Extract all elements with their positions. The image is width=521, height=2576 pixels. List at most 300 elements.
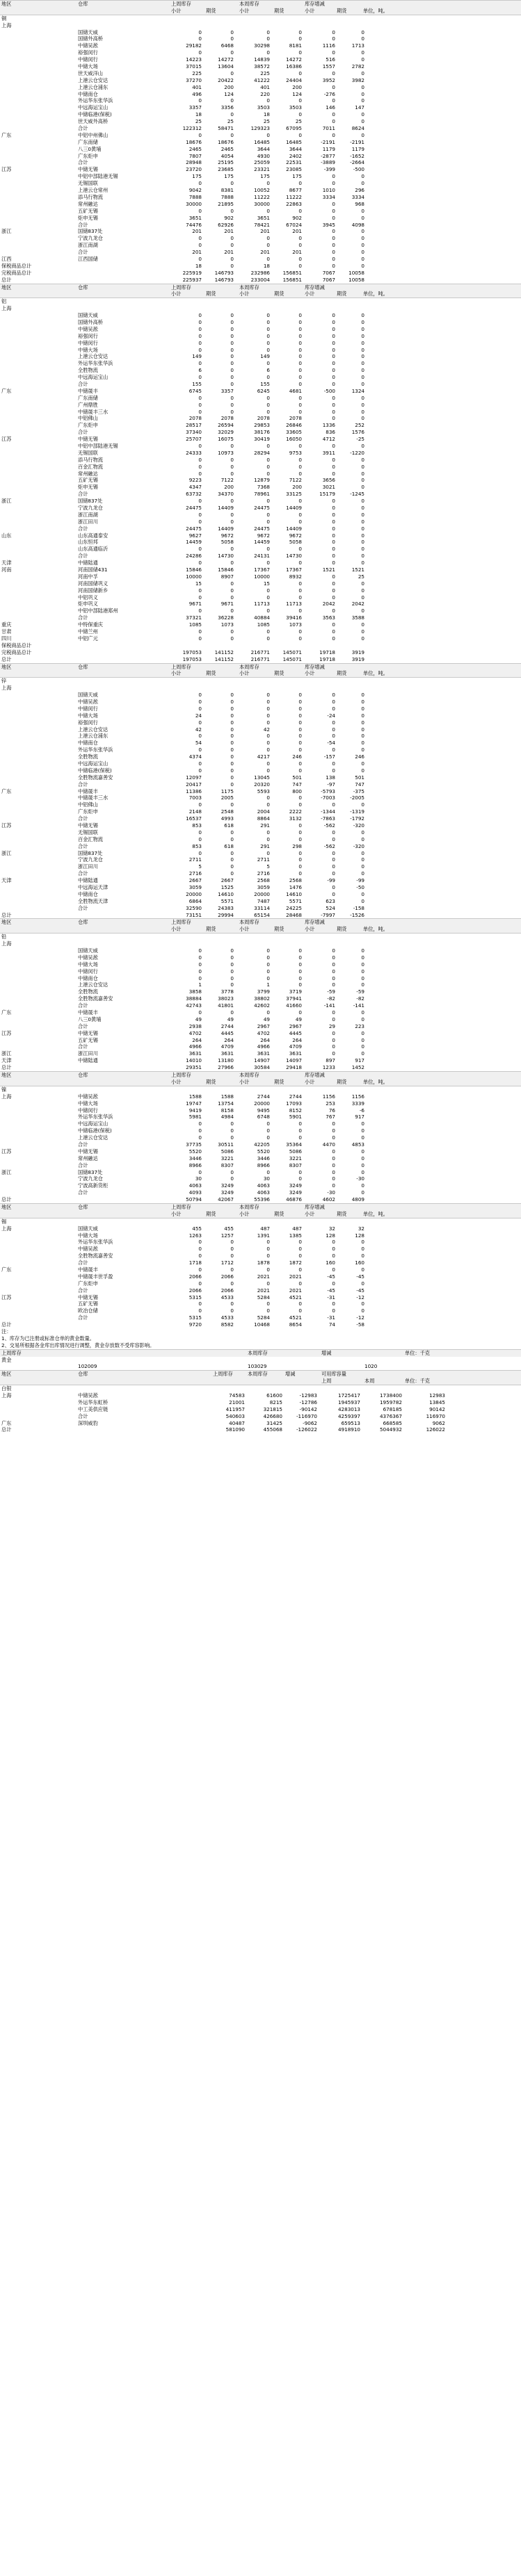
- value-cell: 37015: [186, 63, 202, 70]
- value-cell: 138: [326, 774, 335, 781]
- table-row: [0, 608, 521, 614]
- value-cell: 200: [224, 484, 234, 491]
- value-cell: 0: [230, 325, 234, 332]
- value-cell: 3651: [189, 214, 202, 221]
- warehouse-cell: 合计: [78, 1022, 88, 1029]
- value-cell: 4374: [189, 753, 202, 760]
- value-cell: 0: [266, 760, 270, 767]
- value-cell: -157: [323, 753, 335, 760]
- value-cell: 0: [230, 207, 234, 214]
- value-cell: 0: [361, 1134, 364, 1141]
- value-cell: 0: [230, 587, 234, 594]
- value-cell: 0: [298, 767, 302, 774]
- value-cell: 4521: [289, 1294, 302, 1301]
- region-cell: 总计: [1, 911, 12, 918]
- gold-this-header: 本周库存: [248, 1349, 268, 1356]
- value-cell: 0: [198, 49, 202, 56]
- value-cell: 31425: [266, 1419, 282, 1426]
- value-cell: 23321: [254, 166, 270, 173]
- value-cell: 0: [361, 608, 364, 614]
- value-cell: 253: [326, 1100, 335, 1107]
- header-capacity: 可用库容量: [321, 1371, 346, 1378]
- warehouse-cell: 合计: [78, 429, 88, 436]
- value-cell: 252: [355, 422, 364, 429]
- value-cell: 2744: [289, 1093, 302, 1100]
- value-cell: 14730: [218, 553, 234, 560]
- header-change: 库存增减: [305, 663, 325, 670]
- value-cell: 0: [198, 747, 202, 753]
- value-cell: 14409: [218, 525, 234, 532]
- value-cell: 0: [332, 173, 335, 180]
- value-cell: 0: [298, 325, 302, 332]
- value-cell: 30: [195, 1175, 202, 1182]
- value-cell: 0: [266, 49, 270, 56]
- value-cell: 30000: [254, 200, 270, 207]
- value-cell: 16485: [286, 138, 302, 145]
- value-cell: 0: [298, 1009, 302, 1016]
- value-cell: 0: [361, 539, 364, 546]
- value-cell: 74476: [186, 221, 202, 228]
- value-cell: 0: [230, 332, 234, 339]
- table-row: [0, 621, 521, 628]
- value-cell: 220: [260, 90, 270, 97]
- warehouse-cell: 中储无锡: [78, 1294, 98, 1301]
- value-cell: 25707: [186, 436, 202, 443]
- value-cell: 0: [332, 367, 335, 374]
- value-cell: 29853: [254, 422, 270, 429]
- value-cell: -2664: [350, 159, 364, 166]
- header-futures: 期货: [274, 1210, 284, 1217]
- value-cell: 0: [298, 719, 302, 726]
- value-cell: 223: [355, 1022, 364, 1029]
- value-cell: 0: [266, 829, 270, 835]
- value-cell: 201: [192, 228, 202, 235]
- value-cell: 0: [298, 380, 302, 387]
- warehouse-cell: 全胜物流嘉善安: [78, 995, 113, 1002]
- metal-name: 铅: [1, 934, 7, 940]
- value-cell: 20422: [218, 76, 234, 83]
- header-subtotal: 小计: [239, 926, 250, 933]
- value-cell: 0: [230, 401, 234, 408]
- table-row: [0, 981, 521, 988]
- value-cell: 225: [192, 70, 202, 76]
- region-cell: 河南: [1, 566, 12, 573]
- header-futures: 期货: [337, 7, 347, 14]
- warehouse-cell: 裕强闵行: [78, 49, 98, 56]
- value-cell: 4445: [221, 1029, 234, 1036]
- value-cell: 21001: [229, 1399, 245, 1405]
- value-cell: 0: [198, 628, 202, 635]
- value-cell: 411957: [225, 1405, 245, 1412]
- value-cell: 1588: [189, 1093, 202, 1100]
- header-unit: 单位，吨。: [363, 1078, 388, 1085]
- value-cell: 0: [332, 456, 335, 463]
- value-cell: 0: [266, 470, 270, 477]
- warehouse-cell: 深圳威豹: [78, 1419, 98, 1426]
- value-cell: 0: [361, 255, 364, 262]
- value-cell: 54: [195, 740, 202, 747]
- value-cell: 2568: [289, 877, 302, 884]
- value-cell: 0: [266, 767, 270, 774]
- region-cell: 上海: [1, 1093, 12, 1100]
- value-cell: 0: [230, 692, 234, 699]
- table-row: [0, 471, 521, 478]
- value-cell: 0: [198, 443, 202, 449]
- value-cell: 7368: [257, 484, 270, 491]
- value-cell: 32029: [218, 429, 234, 436]
- value-cell: 0: [298, 443, 302, 449]
- value-cell: 2465: [189, 145, 202, 152]
- value-cell: 3631: [257, 1050, 270, 1057]
- table-row: [0, 477, 521, 484]
- region-cell: 广东: [1, 1009, 12, 1016]
- table-row: [0, 84, 521, 91]
- value-cell: 90142: [429, 1405, 445, 1412]
- table-row: [0, 870, 521, 877]
- warehouse-cell: 中储大场: [78, 961, 98, 968]
- header-region: 地区: [1, 1203, 12, 1210]
- value-cell: 487: [260, 1225, 270, 1232]
- table-row: [0, 940, 521, 947]
- note-row: [0, 1335, 521, 1342]
- table-row: [0, 29, 521, 36]
- value-cell: 0: [361, 698, 364, 705]
- region-cell: 保税商品总计: [1, 642, 32, 649]
- warehouse-cell: 中储无锡: [78, 1148, 98, 1155]
- value-cell: 0: [298, 1134, 302, 1141]
- value-cell: 0: [230, 560, 234, 566]
- warehouse-cell: 百金汇物流: [78, 835, 103, 842]
- value-cell: 0: [230, 580, 234, 587]
- value-cell: 0: [266, 1253, 270, 1260]
- value-cell: 4681: [289, 387, 302, 394]
- header-cap-last: 上周: [321, 1378, 332, 1385]
- table-row: [0, 395, 521, 402]
- value-cell: 321815: [263, 1405, 282, 1412]
- value-cell: 46876: [286, 1196, 302, 1203]
- table-row: [0, 491, 521, 498]
- warehouse-cell: 添马行物流: [78, 456, 103, 463]
- value-cell: 0: [332, 863, 335, 870]
- value-cell: 0: [361, 1009, 364, 1016]
- header-subtotal: 小计: [239, 670, 250, 677]
- value-cell: 0: [230, 849, 234, 856]
- value-cell: 6748: [257, 1114, 270, 1120]
- value-cell: 0: [332, 255, 335, 262]
- value-cell: 0: [266, 747, 270, 753]
- value-cell: -141: [353, 1002, 364, 1009]
- value-cell: 0: [361, 353, 364, 360]
- value-cell: 455: [224, 1225, 234, 1232]
- value-cell: 0: [266, 242, 270, 249]
- value-cell: 0: [298, 235, 302, 242]
- value-cell: 0: [266, 339, 270, 346]
- value-cell: 0: [298, 28, 302, 35]
- value-cell: 1557: [322, 63, 335, 70]
- value-cell: 7067: [322, 269, 335, 276]
- value-cell: 0: [361, 981, 364, 988]
- value-cell: 0: [230, 760, 234, 767]
- value-cell: 0: [230, 360, 234, 367]
- value-cell: 156851: [282, 276, 302, 283]
- warehouse-cell: 中铝中部陆港郑州: [78, 608, 118, 614]
- region-cell: 完税商品总计: [1, 269, 32, 276]
- value-cell: 3563: [322, 614, 335, 621]
- warehouse-cell: 广东南储: [78, 394, 98, 401]
- header-subtotal: 小计: [305, 1078, 315, 1085]
- value-cell: 0: [332, 835, 335, 842]
- value-cell: -7003: [321, 794, 335, 801]
- value-cell: 0: [230, 628, 234, 635]
- value-cell: 30298: [254, 42, 270, 49]
- value-cell: 14223: [186, 56, 202, 63]
- table-row: [0, 305, 521, 312]
- value-cell: 0: [298, 712, 302, 719]
- value-cell: 1085: [257, 621, 270, 628]
- value-cell: 4521: [289, 1314, 302, 1321]
- value-cell: 49: [195, 1016, 202, 1022]
- value-cell: 201: [292, 249, 302, 256]
- value-cell: 14610: [286, 890, 302, 897]
- value-cell: 2066: [221, 1287, 234, 1294]
- warehouse-cell: 中储大场: [78, 1232, 98, 1239]
- note-row: [0, 1328, 521, 1335]
- value-cell: 3982: [351, 76, 364, 83]
- table-row: [0, 498, 521, 505]
- warehouse-cell: 中储临港(保税): [78, 767, 112, 774]
- value-cell: 0: [266, 325, 270, 332]
- value-cell: -500: [323, 387, 335, 394]
- table-row: [0, 132, 521, 139]
- value-cell: 4809: [351, 1196, 364, 1203]
- region-cell: 总计: [1, 276, 12, 283]
- value-cell: 0: [332, 539, 335, 546]
- value-cell: 836: [326, 429, 335, 436]
- value-cell: 0: [361, 1036, 364, 1043]
- gold-this-value: 103029: [248, 1363, 267, 1370]
- value-cell: -59: [356, 988, 364, 995]
- table-row: [0, 1100, 521, 1107]
- value-cell: 11222: [254, 193, 270, 200]
- value-cell: 0: [361, 849, 364, 856]
- value-cell: 5520: [189, 1148, 202, 1155]
- value-cell: 0: [332, 325, 335, 332]
- value-cell: 32: [328, 1225, 335, 1232]
- value-cell: 2465: [221, 145, 234, 152]
- value-cell: 20417: [186, 781, 202, 788]
- value-cell: 0: [198, 518, 202, 525]
- warehouse-cell: 合计: [78, 1412, 88, 1419]
- value-cell: 0: [198, 705, 202, 712]
- table-row: [0, 1273, 521, 1280]
- value-cell: 0: [266, 235, 270, 242]
- header-unit: 单位：千克: [405, 1378, 430, 1385]
- header-last-week: 上周库存: [213, 1371, 233, 1378]
- warehouse-cell: 裕强闵行: [78, 719, 98, 726]
- value-cell: 516: [326, 56, 335, 63]
- value-cell: 129323: [250, 125, 270, 132]
- value-cell: 49: [295, 1016, 302, 1022]
- value-cell: 0: [230, 408, 234, 415]
- value-cell: -58: [356, 1321, 364, 1328]
- warehouse-cell: 八三0黄埔: [78, 145, 102, 152]
- section-subheader-row: [0, 926, 521, 934]
- value-cell: 16050: [286, 436, 302, 443]
- value-cell: 0: [266, 408, 270, 415]
- value-cell: 0: [266, 947, 270, 954]
- value-cell: 0: [361, 214, 364, 221]
- header-this-week: 本周库存: [239, 284, 259, 291]
- value-cell: 2744: [257, 1093, 270, 1100]
- value-cell: 0: [361, 131, 364, 138]
- value-cell: 0: [298, 608, 302, 614]
- value-cell: 6: [198, 367, 202, 374]
- value-cell: 0: [361, 968, 364, 975]
- value-cell: 2782: [351, 63, 364, 70]
- warehouse-cell: 世天威洋山: [78, 70, 103, 76]
- warehouse-cell: 国储837处: [78, 849, 103, 856]
- value-cell: 145071: [282, 655, 302, 662]
- value-cell: 29351: [186, 1064, 202, 1071]
- value-cell: 0: [230, 470, 234, 477]
- value-cell: 0: [361, 70, 364, 76]
- value-cell: 0: [198, 394, 202, 401]
- warehouse-cell: 山东恒邦: [78, 539, 98, 546]
- value-cell: 0: [332, 394, 335, 401]
- value-cell: 0: [361, 705, 364, 712]
- table-row: [0, 1134, 521, 1141]
- value-cell: 0: [198, 801, 202, 808]
- value-cell: 0: [332, 1134, 335, 1141]
- value-cell: 1576: [351, 429, 364, 436]
- value-cell: 74: [328, 1321, 335, 1328]
- value-cell: 4853: [351, 1141, 364, 1148]
- value-cell: 0: [298, 705, 302, 712]
- value-cell: 0: [332, 1307, 335, 1314]
- header-region: 地区: [1, 663, 12, 670]
- value-cell: 1959782: [379, 1399, 402, 1405]
- value-cell: 0: [198, 1120, 202, 1127]
- value-cell: 13754: [218, 1100, 234, 1107]
- warehouse-cell: 中工美供应链: [78, 1405, 109, 1412]
- section-header-row: [0, 1203, 521, 1211]
- value-cell: 1713: [351, 42, 364, 49]
- value-cell: 0: [198, 546, 202, 553]
- region-cell: 上海: [1, 305, 12, 312]
- gold-unit: 单位：千克: [405, 1349, 430, 1356]
- value-cell: 0: [230, 947, 234, 954]
- value-cell: 0: [230, 498, 234, 505]
- value-cell: 0: [198, 97, 202, 104]
- value-cell: 21895: [218, 200, 234, 207]
- value-cell: 1257: [221, 1232, 234, 1239]
- table-row: [0, 905, 521, 912]
- value-cell: 902: [224, 214, 234, 221]
- region-cell: 江苏: [1, 166, 12, 173]
- value-cell: 10000: [254, 573, 270, 580]
- table-row: [0, 22, 521, 29]
- warehouse-cell: 合计: [78, 1260, 88, 1266]
- value-cell: 225: [260, 70, 270, 76]
- value-cell: 0: [230, 726, 234, 733]
- value-cell: 2078: [257, 415, 270, 422]
- value-cell: 0: [230, 339, 234, 346]
- section-header-row: [0, 0, 521, 8]
- value-cell: 0: [298, 255, 302, 262]
- value-cell: 40884: [254, 614, 270, 621]
- table-row: [0, 1148, 521, 1155]
- value-cell: 0: [198, 954, 202, 961]
- value-cell: 0: [198, 498, 202, 505]
- value-cell: 4533: [221, 1314, 234, 1321]
- value-cell: 540603: [225, 1412, 245, 1419]
- warehouse-cell: 常州融达: [78, 470, 98, 477]
- value-cell: 968: [355, 200, 364, 207]
- value-cell: 2744: [221, 1022, 234, 1029]
- value-cell: 3656: [322, 477, 335, 484]
- value-cell: 2021: [289, 1273, 302, 1280]
- value-cell: 1: [266, 981, 270, 988]
- value-cell: 0: [361, 580, 364, 587]
- value-cell: 4054: [221, 152, 234, 159]
- value-cell: 298: [292, 842, 302, 849]
- value-cell: 0: [332, 1120, 335, 1127]
- table-row: [0, 850, 521, 857]
- value-cell: 8381: [221, 187, 234, 194]
- value-cell: 2021: [257, 1287, 270, 1294]
- value-cell: 7122: [289, 477, 302, 484]
- warehouse-cell: 中储南仓: [78, 740, 98, 747]
- value-cell: 0: [198, 35, 202, 42]
- table-row: [0, 166, 521, 173]
- value-cell: 0: [332, 70, 335, 76]
- table-row: [0, 733, 521, 740]
- table-row: [0, 726, 521, 733]
- value-cell: -12983: [299, 1392, 317, 1399]
- value-cell: 0: [298, 733, 302, 740]
- value-cell: 63732: [186, 491, 202, 498]
- header-warehouse: 仓库: [78, 919, 88, 926]
- warehouse-cell: 合计: [78, 491, 88, 498]
- value-cell: 0: [361, 767, 364, 774]
- table-row: [0, 1016, 521, 1023]
- value-cell: 33125: [286, 491, 302, 498]
- table-row: [0, 1196, 521, 1203]
- value-cell: 401: [260, 83, 270, 90]
- note-text: 2、交易所根据各金库出库情况进行调整，黄金存放数不受库容影响。: [1, 1342, 155, 1348]
- value-cell: -59: [327, 988, 335, 995]
- header-futures: 期货: [206, 1078, 216, 1085]
- table-row: [0, 801, 521, 808]
- value-cell: 3919: [351, 649, 364, 655]
- value-cell: 32590: [186, 904, 202, 911]
- value-cell: 24475: [254, 505, 270, 512]
- value-cell: -31: [327, 1294, 335, 1301]
- value-cell: 0: [230, 49, 234, 56]
- table-row: [0, 319, 521, 326]
- value-cell: 0: [332, 131, 335, 138]
- value-cell: 917: [355, 1114, 364, 1120]
- value-cell: 42067: [218, 1196, 234, 1203]
- warehouse-cell: 中储大场: [78, 712, 98, 719]
- value-cell: 1738400: [379, 1392, 402, 1399]
- warehouse-cell: 国储天威: [78, 692, 98, 699]
- value-cell: 1179: [351, 145, 364, 152]
- warehouse-cell: 欧冶仓储: [78, 1307, 98, 1314]
- value-cell: 0: [361, 498, 364, 505]
- value-cell: 0: [230, 698, 234, 705]
- table-row: [0, 628, 521, 635]
